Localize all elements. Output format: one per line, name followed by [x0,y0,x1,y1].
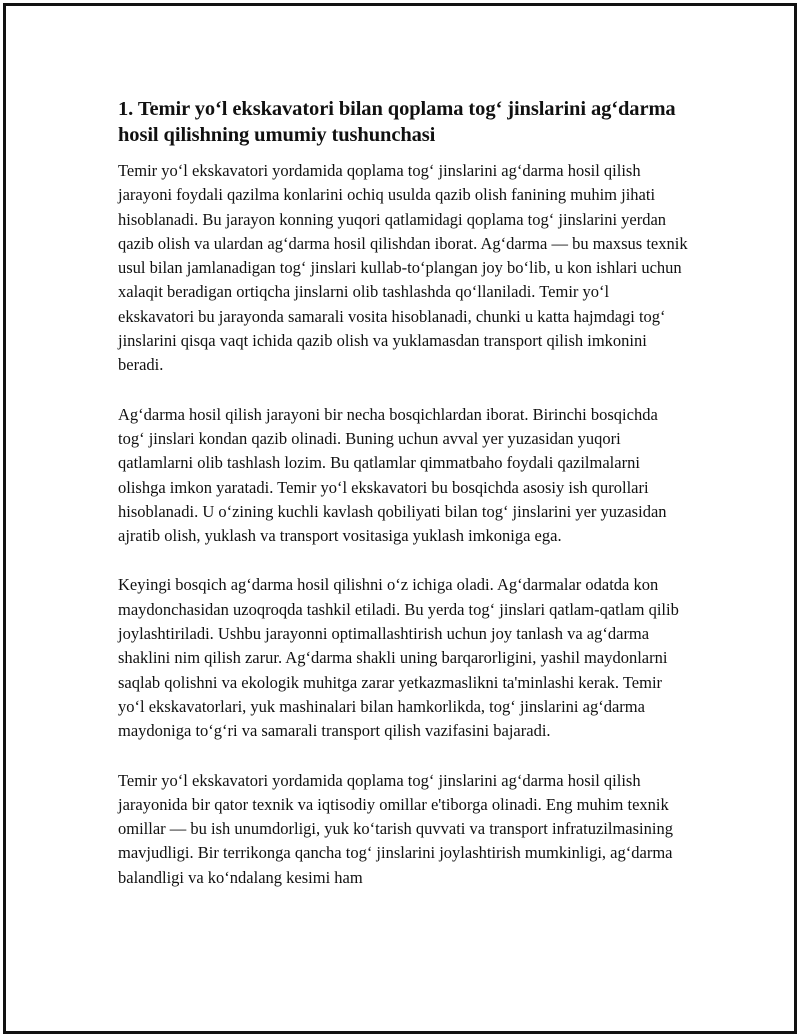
paragraph-4: Temir yo‘l ekskavatori yordamida qoplama tog‘ jinslarini ag‘darma hosil qilish jarayonida bir qator texnik va iqtisodiy omillar e'tiborga olinadi. Eng muhim texnik omillar — bu ish unumdorligi, yuk ko‘tarish quvvati va transport infratuzilmasining mavjudligi. Bir terrikonga qancha tog‘ jinslarini joylashtirish mumkinligi, ag‘darma balandligi va ko‘ndalang kesimi ham [118,770,673,887]
paragraph-3: Keyingi bosqich ag‘darma hosil qilishni o‘z ichiga oladi. Ag‘darmalar odatda kon maydonchasidan uzoqroqda tashkil etiladi. Bu yerda tog‘ jinslari qatlam-qatlam qilib joylashtiriladi. Ushbu jarayonni optimallashtirish uchun joy tanlash va ag‘darma shaklini nim qilish zarur. Ag‘darma shakli uning barqarorligini, yashil maydonlarni saqlab qolishni va ekologik muhitga zarar yetkazmaslikni ta'minlashi kerak. Temir yo‘l ekskavatorlari, yuk mashinalari bilan hamkorlikda, tog‘ jinslarini ag‘darma maydoniga to‘g‘ri va samarali transport qilish vazifasini bajaradi. [118,575,679,741]
paragraph-1: Temir yo‘l ekskavatori yordamida qoplama tog‘ jinslarini ag‘darma hosil qilish jarayoni foydali qazilma konlarini ochiq usulda qazib olish fanining muhim jihati hisoblanadi. Bu jarayon konning yuqori qatlamidagi qoplama tog‘ jinslarini yerdan qazib olish va ulardan ag‘darma hosil qilishdan iborat. Ag‘darma — bu maxsus texnik usul bilan jamlanadigan tog‘ jinslari kullab-to‘plangan joy bo‘lib, u kon ishlari uchun xalaqit beradigan ortiqcha jinslarni olib tashlashda qo‘llaniladi. Temir yo‘l ekskavatori bu jarayonda samarali vosita hisoblanadi, chunki u katta hajmdagi tog‘ jinslarini qisqa vaqt ichida qazib olish va yuklamasdan transport qilish imkonini beradi. [118,161,688,375]
paragraph-2: Ag‘darma hosil qilish jarayoni bir necha bosqichlardan iborat. Birinchi bosqichda tog‘ jinslari kondan qazib olinadi. Buning uchun avval yer yuzasidan yuqori qatlamlarni olib tashlash lozim. Bu qatlamlar qimmatbaho foydali qazilmalarni olishga imkon yaratadi. Temir yo‘l ekskavatori bu bosqichda asosiy ish qurollari hisoblanadi. U o‘zining kuchli kavlash qobiliyati bilan tog‘ jinslarini yer yuzasidan ajratib olish, yuklash va transport vositasiga yuklash imkoniga ega. [118,404,667,546]
document-body [118,96,688,915]
section-heading: 1. Temir yo‘l ekskavatori bilan qoplama tog‘ jinslarini ag‘darma hosil qilishning umumiy tushunchasi [118,98,676,146]
